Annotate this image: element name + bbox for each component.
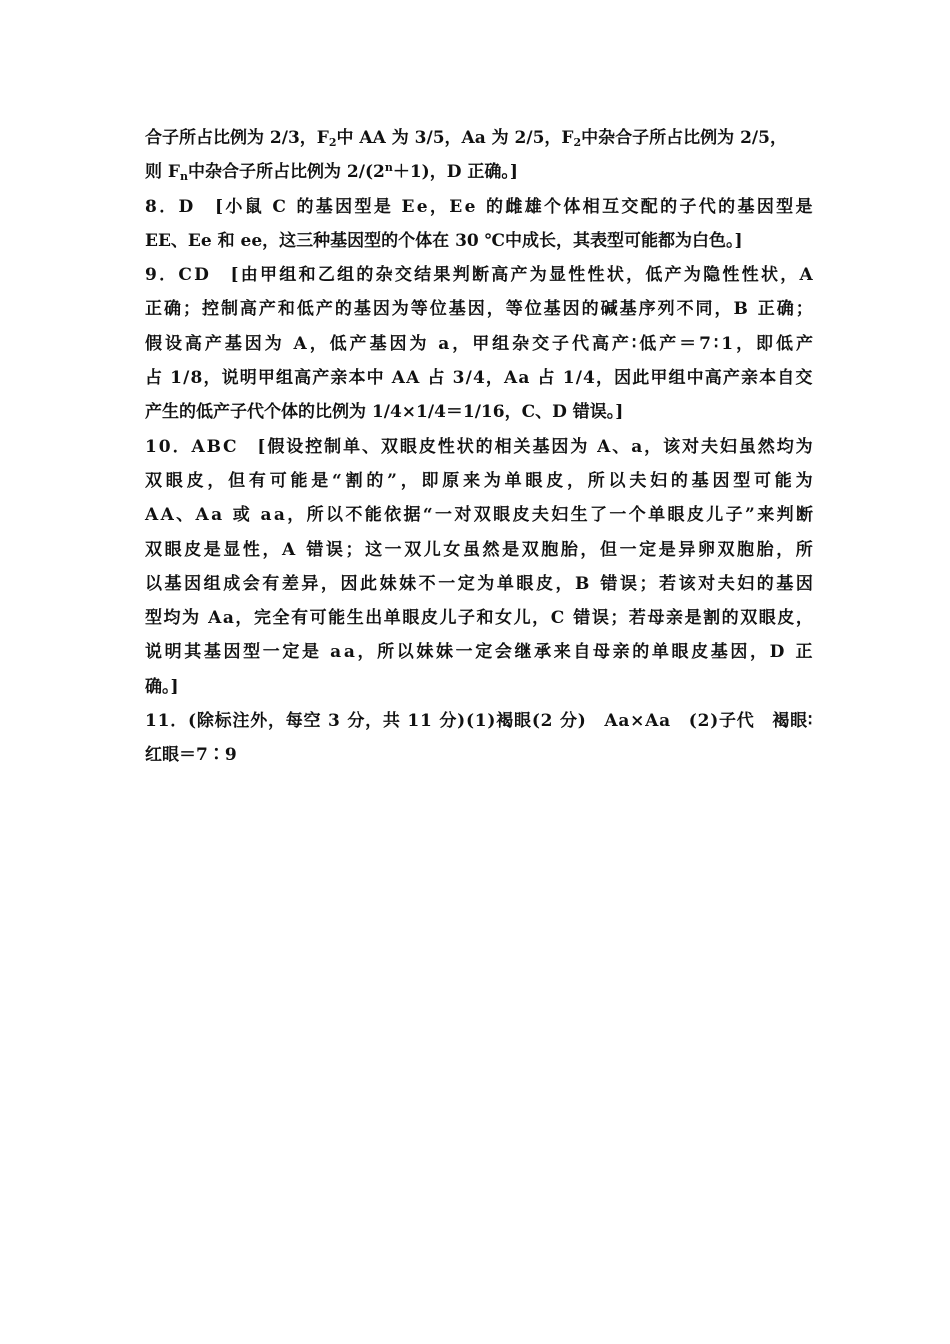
q8-line: EE、Ee 和 ee，这三种基因型的个体在 30 ℃中成长，其表型可能都为白色。] xyxy=(145,230,743,251)
q7-text-segment: 合子所占比例为 2/3，$F_2$中 AA 为 3/5，Aa 为 2/5，$F_2$中杂合子所占比例为 2/5， xyxy=(145,128,787,149)
q9-line: 产生的低产子代个体的比例为 1/4×1/4＝1/16，C、D 错误。] xyxy=(145,402,624,423)
q9-line: 假 设 高 产 基 因 为 A ， 低 产 基 因 为 a ， 甲 组 杂 交 子 代 高 产 ∶ 低 产 ＝ 7 ∶ 1 ， 即 低 产 xyxy=(145,333,813,354)
q10-line: 以 基 因 组 成 会 有 差 异 ， 因 此 妹 妹 不 一 定 为 单 眼 皮 ， B 错 误 ； 若 该 对 夫 妇 的 基 因 xyxy=(145,573,813,594)
q10-line: 确。] xyxy=(145,676,179,697)
answer-text-block xyxy=(145,121,813,773)
q9-line: 占 1 / 8 ， 说 明 甲 组 高 产 亲 本 中 A A 占 3 / 4 ， A a 占 1 / 4 ， 因 此 甲 组 中 高 产 亲 本 自 交 xyxy=(145,368,813,389)
q10-line: 型 均 为 A a ， 完 全 有 可 能 生 出 单 眼 皮 儿 子 和 女 儿 ， C 错 误 ； 若 母 亲 是 割 的 双 眼 皮 ， xyxy=(145,608,813,629)
q7-text-segment: 则 $F_n$中杂合子所占比例为 $2/(2^n+1)$，D 正确。] xyxy=(145,161,518,184)
q11-line: 红眼＝7∶9 xyxy=(145,745,237,766)
q10-line: 1 0 ． A B C [ 假 设 控 制 单 、 双 眼 皮 性 状 的 相 关 基 因 为 A 、 a ， 该 对 夫 妇 虽 然 均 为 xyxy=(145,436,813,457)
q7-continued-line-1 xyxy=(145,121,813,155)
q8-line: 8 ． D [ 小 鼠 C 的 基 因 型 是 E e ， E e 的 雌 雄 个 体 相 互 交 配 的 子 代 的 基 因 型 是 xyxy=(145,196,813,217)
q9-line: 9 ． C D [ 由 甲 组 和 乙 组 的 杂 交 结 果 判 断 高 产 为 显 性 性 状 ， 低 产 为 隐 性 性 状 ， A xyxy=(145,265,813,286)
q10-line: A A 、 A a 或 a a ， 所 以 不 能 依 据 “ 一 对 双 眼 皮 夫 妇 生 了 一 个 单 眼 皮 儿 子 ” 来 判 断 xyxy=(145,505,813,526)
q9-line: 正 确 ； 控 制 高 产 和 低 产 的 基 因 为 等 位 基 因 ， 等 位 基 因 的 碱 基 序 列 不 同 ， B 正 确 ； xyxy=(145,299,813,320)
q10-line: 说 明 其 基 因 型 一 定 是 a a ， 所 以 妹 妹 一 定 会 继 承 来 自 母 亲 的 单 眼 皮 基 因 ， D 正 xyxy=(145,642,813,663)
q11-line: 1 1 ． ( 除 标 注 外 ， 每 空 3 分 ， 共 1 1 分 ) ( 1 ) 褐 眼 ( 2 分 ) A a × A a ( 2 ) 子 代 褐 眼 ∶ xyxy=(145,711,813,732)
q7-continued-line-2 xyxy=(145,155,813,189)
q10-line: 双 眼 皮 是 显 性 ， A 错 误 ； 这 一 双 儿 女 虽 然 是 双 胞 胎 ， 但 一 定 是 异 卵 双 胞 胎 ， 所 xyxy=(145,539,813,560)
q10-line: 双 眼 皮 ， 但 有 可 能 是 “ 割 的 ” ， 即 原 来 为 单 眼 皮 ， 所 以 夫 妇 的 基 因 型 可 能 为 xyxy=(145,470,813,491)
